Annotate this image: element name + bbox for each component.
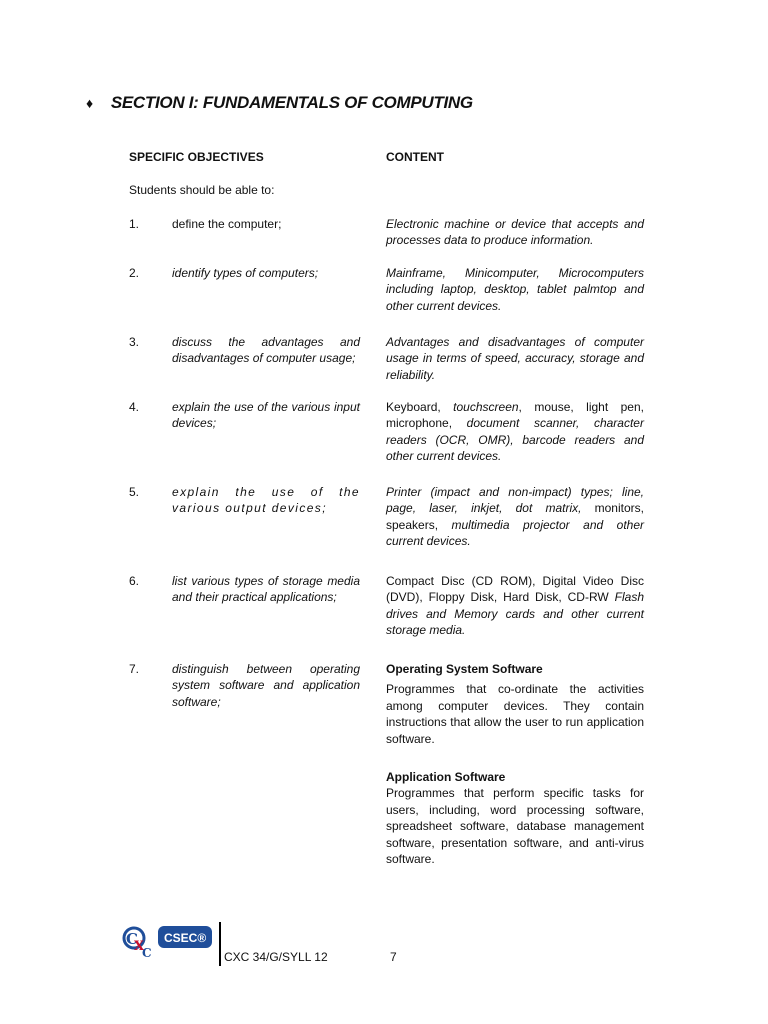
content-part: Flash drives and Memory cards and other current storage media. (386, 590, 644, 638)
cxc-logo-icon (120, 922, 220, 962)
content-part: Compact Disc (CD ROM), Digital Video Disc (DVD), Floppy Disk, Hard Disk, CD-RW (386, 574, 644, 605)
syllabus-code: CXC 34/G/SYLL 12 (224, 950, 328, 964)
objective-text: explain the use of the various input devices; (172, 400, 360, 431)
svg-text:C: C (142, 946, 152, 960)
software-block (386, 769, 644, 867)
software-block-title: Application Software (386, 770, 506, 785)
objective-text: list various types of storage media and their practical applications; (172, 574, 360, 605)
objective-text: define the computer; (172, 217, 282, 231)
content-text (386, 484, 644, 550)
svg-text:X: X (134, 939, 145, 954)
objective-number: 3. (129, 335, 140, 349)
diamond-bullet-icon: ♦ (86, 95, 93, 111)
software-block-title: Operating System Software (386, 662, 543, 676)
page-number: 7 (390, 950, 397, 964)
content-part: monitors, speakers, (386, 501, 644, 532)
content-part: Keyboard, (386, 400, 454, 414)
logo-letters: C (126, 930, 138, 948)
intro-text: Students should be able to: (129, 183, 275, 197)
objective-text: identify types of computers; (172, 266, 319, 280)
objective-number: 7. (129, 662, 140, 676)
objective-number: 4. (129, 400, 140, 414)
software-block-text: Programmes that co-ordinate the activities among computer devices. They contain instructions that allow the user to run application software. (386, 682, 644, 746)
content-text (386, 399, 644, 465)
objective-text: distinguish between operating system software and application software; (172, 662, 360, 709)
content-part: touchscreen (453, 400, 519, 414)
section-title-text: SECTION I: FUNDAMENTALS OF COMPUTING (110, 93, 473, 112)
objective-number: 1. (129, 217, 140, 231)
objective-number: 5. (129, 485, 140, 499)
objective-number: 6. (129, 574, 140, 588)
content-text: Electronic machine or device that accepts and processes data to produce information. (386, 217, 644, 248)
software-block-text: Programmes that perform specific tasks for users, including, word processing software, spreadsheet software, database management software, presentation software, and anti-virus software. (386, 786, 644, 867)
objective-number: 2. (129, 266, 140, 280)
content-text (386, 573, 644, 639)
footer-divider (219, 922, 221, 966)
software-block (386, 661, 644, 747)
objective-text: explain the use of the various output devices; (172, 485, 360, 516)
content-text: Mainframe, Minicomputer, Microcomputers including laptop, desktop, tablet palmtop and other current devices. (386, 266, 644, 313)
objective-text: discuss the advantages and disadvantages of computer usage; (172, 335, 360, 366)
logo-text: CSEC® (164, 931, 207, 945)
content-text (386, 661, 644, 889)
objectives-header: SPECIFIC OBJECTIVES (129, 150, 264, 164)
cxc-csec-logo (120, 922, 220, 962)
content-part: document scanner, character readers (OCR, OMR), barcode readers and other current devices. (386, 416, 644, 464)
content-header: CONTENT (386, 150, 444, 164)
content-part: Printer (impact and non-impact) types; line, page, laser, inkjet, dot matrix, (386, 485, 644, 516)
content-part: multimedia projector and other current devices. (386, 517, 644, 549)
content-part: , mouse, light pen, microphone, (386, 400, 644, 431)
content-text: Advantages and disadvantages of computer usage in terms of speed, accuracy, storage and reliability. (386, 335, 644, 382)
section-title (86, 93, 473, 113)
